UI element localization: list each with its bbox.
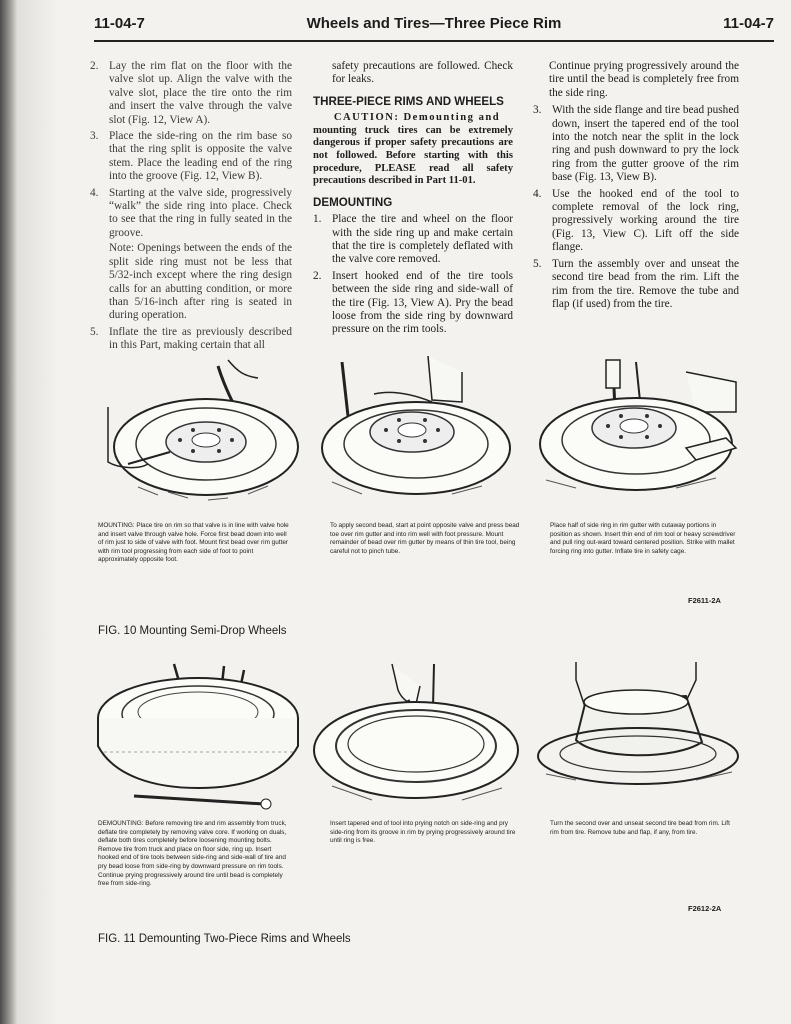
step-text: Turn the assembly over and unseat the second tire bead from the rim. Lift the rim from the tire. Remove the tube and flap (if used) from the tire. [552,257,739,310]
step-text: Starting at the valve side, progressively “walk” the side ring into place. Check to see that the ring in fully seated in the groove. [109,186,292,239]
fig10-title: FIG. 10 Mounting Semi-Drop Wheels [98,625,287,637]
continuation-text: safety precautions are followed. Check for leaks. [332,60,513,86]
fig11-caption-b: Insert tapered end of tool into prying notch on side-ring and pry side-ring from its groove in rim by prying progressively around tire until ring is free. [330,820,516,845]
step-item [313,270,513,337]
binding-gradient [18,0,58,1024]
step-text: Lay the rim flat on the floor with the valve slot up. Align the valve with the valve slot, place the tire onto the rim and insert the valve through the valve slot (Fig. 12, View A). [109,60,292,126]
fig10-view-c-illustration [536,352,742,504]
demounting-steps-list [313,213,513,337]
step-item [533,104,739,184]
fig11-title: FIG. 11 Demounting Two-Piece Rims and Wheels [98,933,351,945]
step-text: With the side flange and tire bead pushed down, insert the tapered end of the tool into the notch near the split in the lock ring and push downward to pry the lock ring from the gutter groove of the rim base (Fig. 13, View B). [552,104,739,184]
step-number: 3. [533,104,542,117]
fig10-code: F2611-2A [688,596,721,605]
fig11-view-a-illustration [94,660,302,812]
caution-block [313,112,513,188]
subsection-heading: DEMOUNTING [313,195,393,209]
header-rule [94,40,774,42]
continuation-text: Continue prying progressively around the tire until the bead is completely free from the side ring. [549,60,739,99]
step-number: 4. [90,186,99,199]
page-header [94,12,774,38]
fig11-view-c-illustration [536,660,742,812]
book-binding-shadow [0,0,18,1024]
step-item [90,326,292,353]
fig10-caption-b: To apply second bead, start at point opposite valve and press bead toe over rim gutter and into rim well with foot pressure. Mount remainder of bead over rim gutter by means of thin tire tool, being careful not to pinch tube. [330,522,520,555]
manual-page [58,0,791,1024]
page-number-left: 11-04-7 [94,15,145,32]
text-column-1 [90,60,292,356]
fig11-view-b-illustration [312,660,522,812]
step-number: 1. [313,213,322,226]
page-title: Wheels and Tires—Three Piece Rim [306,15,562,32]
fig10-view-a-illustration [98,352,304,504]
step-number: 2. [313,269,322,282]
step-text: Place the tire and wheel on the floor with the side ring up and make certain that the tire is completely deflated with the valve core removed. [332,213,513,266]
step-text: Place the side-ring on the rim base so that the ring split is opposite the valve stem. Place the leading end of the ring into the groove (Fig. 12, View B). [109,130,292,183]
mounting-steps-list [90,60,292,353]
section-heading: THREE-PIECE RIMS AND WHEELS [313,94,504,108]
step-item [90,60,292,127]
step-text: Use the hooked end of the tool to complete removal of the lock ring, progressively working around the tire (Fig. 13, View C). Lift off the side flange. [552,187,739,254]
step-item [533,258,739,312]
step-item [313,213,513,267]
fig11-code: F2612-2A [688,904,722,913]
caution-text: mounting truck tires can be extremely dangerous if proper safety precautions are not followed. Before starting with this procedure, PLEASE read all safety precautions described in Part 11-01. [313,124,513,187]
step-number: 5. [90,325,99,338]
step-number: 2. [90,60,99,72]
step-text: Insert hooked end of the tire tools between the side ring and side-wall of the tire (Fig. 13, View A). Pry the bead loose from the side ring by downward pressure on the rim tools. [332,269,513,336]
fig10-caption-a: MOUNTING: Place tire on rim so that valve is in line with valve hole and insert valve through valve hole. Force first bead down into well of rim just to side of valve with foot. Mount first bead over rim gutter with rim tool progressing from each side of foot to point approximately opposite foot. [98,522,289,564]
step-item [533,188,739,255]
page-number-right: 11-04-7 [723,15,774,32]
step-number: 3. [90,130,99,143]
demounting-steps-list [533,104,739,311]
fig10-view-b-illustration [312,352,518,504]
fig11-caption-a: DEMOUNTING: Before removing tire and rim assembly from truck, deflate tire completely by removing valve core. If working on duals, deflate both tires completely before loosening mounting bolts. Remove tire from truck and place on floor side, ring up. Insert hooked end of tire tools between side-ring and side-wall of tire and pry bead loose from side-ring by downward pressure on rim tools. Continue prying progressively around tire until bead is completely free from side-ring. [98,820,287,888]
step-number: 5. [533,257,542,270]
text-column-2 [313,60,513,340]
step-text: Inflate the tire as previously described in this Part, making certain that all [109,325,292,352]
text-column-3 [533,60,739,314]
fig11-caption-c: Turn the second over and unseat second tire bead from rim. Lift rim from tire. Remove tube and flap, if any, from tire. [550,820,730,836]
step-item [90,187,292,323]
step-item [90,130,292,184]
fig10-caption-c: Place half of side ring in rim gutter with cutaway portions in position as shown. Insert thin end of rim tool or heavy screwdriver and pull ring out-ward toward centered position. Strike with mallet forcing ring into gutter. Inflate tire in safety cage. [550,522,736,555]
step-number: 4. [533,187,542,200]
step-note: Note: Openings between the ends of the split side ring must not be less that 5/32-inch except where the ring design calls for an abutting condition, or more than 5/16-inch after ring is seated in during operation. [109,242,292,322]
caution-lead: CAUTION: Demounting and [333,112,501,124]
